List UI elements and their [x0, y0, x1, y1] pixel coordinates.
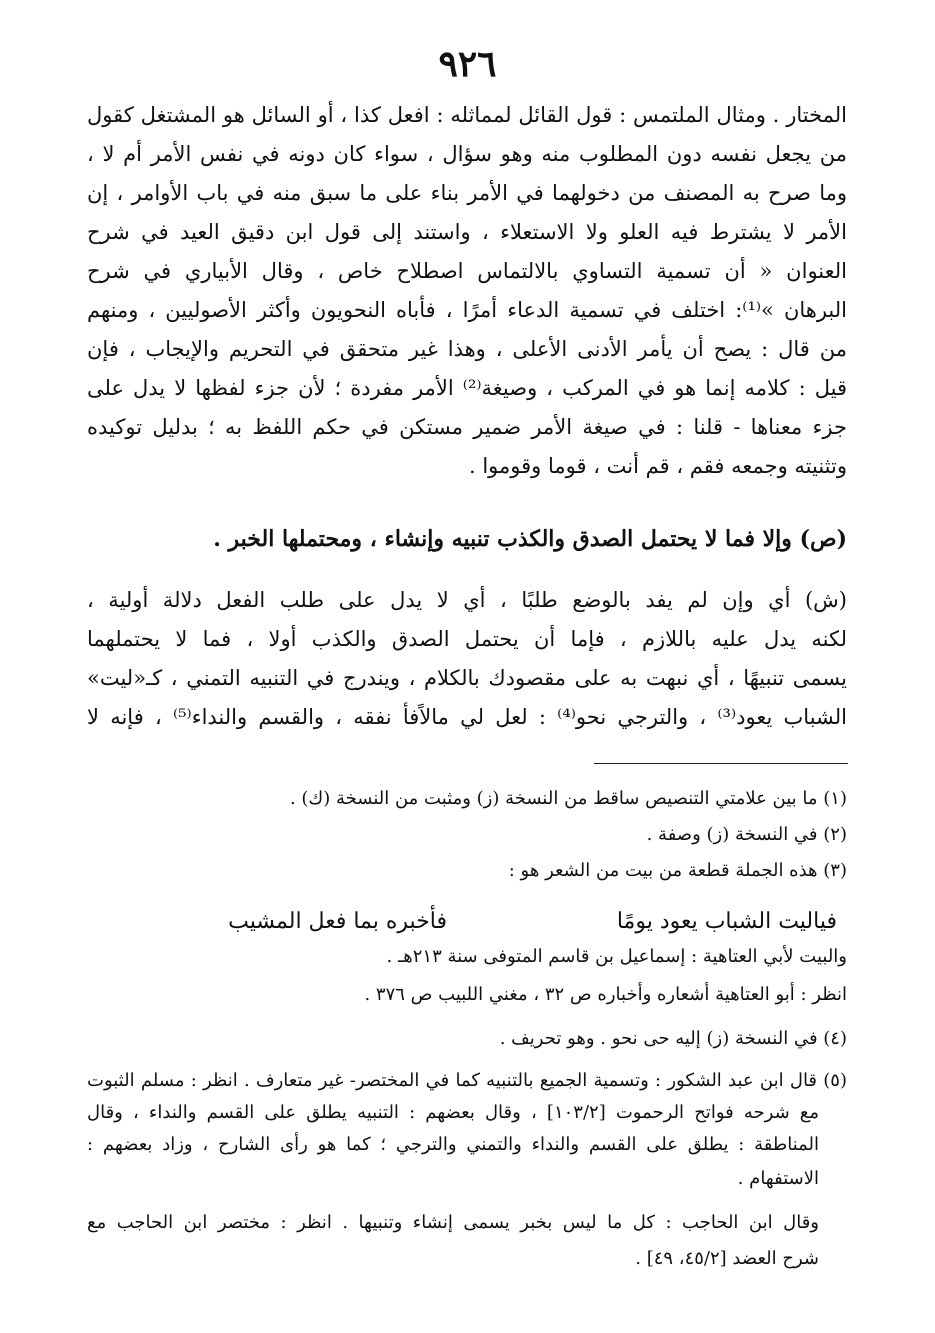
body-line: الأمر لا يشترط فيه العلو ولا الاستعلاء ، واستند إلى قول ابن دقيق العيد في شرح	[87, 220, 847, 244]
footnote-3-reference: انظر : أبو العتاهية أشعاره وأخباره ص ٣٢ ، مغني اللبيب ص ٣٧٦ .	[364, 984, 847, 1005]
footnote-5-line: مع شرحه فواتح الرحموت [١٠٣/٢] ، وقال بعضهم : التنبيه يطلق على القسم والنداء ، وقال	[87, 1102, 819, 1123]
footnote-3-attribution: والبيت لأبي العتاهية : إسماعيل بن قاسم المتوفى سنة ٢١٣هـ .	[386, 946, 847, 967]
body-line: وما صرح به المصنف من دخولهما في الأمر بناء على ما سبق منه في باب الأوامر ، إن	[87, 181, 847, 205]
sharh-line: الشباب يعود⁽³⁾ ، والترجي نحو⁽⁴⁾ : لعل لي مالاًفأ نفقه ، والقسم والنداء⁽⁵⁾ ، فإنه لا	[87, 705, 847, 729]
footnote-5-line: شرح العضد [٤٥/٢، ٤٩] .	[635, 1248, 819, 1269]
body-line: البرهان »⁽¹⁾: اختلف في تسمية الدعاء أمرًا ، فأباه النحويون وأكثر الأصوليين ، ومنهم	[87, 298, 847, 322]
body-line: وتثنيته وجمعه فقم ، قم أنت ، قوما وقوموا .	[469, 454, 847, 478]
footnote-separator	[594, 763, 848, 764]
footnote-5-line: المناطقة : يطلق على القسم والنداء والتمني والترجي ؛ كما هو رأى الشارح ، وزاد بعضهم :	[87, 1134, 819, 1155]
body-line: قيل : كلامه إنما هو في المركب ، وصيغة⁽²⁾ الأمر مفردة ؛ لأن جزء لفظها لا يدل على	[87, 376, 847, 400]
footnote-3-intro: (٣) هذه الجملة قطعة من بيت من الشعر هو :	[508, 860, 847, 881]
sharh-line: (ش) أي وإن لم يفد بالوضع طلبًا ، أي لا يدل على طلب الفعل دلالة أولية ،	[87, 588, 847, 612]
footnote-5-line: وقال ابن الحاجب : كل ما ليس بخبر يسمى إنشاء وتنبيها . انظر : مختصر ابن الحاجب مع	[87, 1212, 819, 1233]
body-line: العنوان « أن تسمية التساوي بالالتماس اصطلاح خاص ، وقال الأبياري في شرح	[87, 259, 847, 283]
footnote-3-poem	[87, 905, 847, 941]
footnote-2: (٢) في النسخة (ز) وصفة .	[646, 824, 847, 845]
body-line: من قال : يصح أن يأمر الأدنى الأعلى ، وهذا غير متحقق في التحريم والإيجاب ، فإن	[87, 337, 847, 361]
footnote-4: (٤) في النسخة (ز) إليه حى نحو . وهو تحريف .	[499, 1028, 847, 1049]
body-line: جزء معناها - قلنا : في صيغة الأمر ضمير مستكن في حكم اللفظ به ؛ بدليل توكيده	[87, 415, 847, 439]
poem-hemistich-1: فياليت الشباب يعود يومًا	[616, 909, 837, 934]
body-line: من يجعل نفسه دون المطلوب منه وهو سؤال ، سواء كان دونه في نفس الأمر أم لا ،	[87, 142, 847, 166]
sharh-line: لكنه يدل عليه باللازم ، فإما أن يحتمل الصدق والكذب أولا ، فما لا يحتملهما	[87, 627, 847, 651]
matn-line: (ص) وإلا فما لا يحتمل الصدق والكذب تنبيه وإنشاء ، ومحتملها الخبر .	[213, 526, 847, 552]
footnote-5-line: (٥) قال ابن عبد الشكور : وتسمية الجميع بالتنبيه كما في المختصر- غير متعارف . انظر : مسلم الثبوت	[87, 1070, 847, 1091]
page-number: ٩٢٦	[438, 43, 497, 85]
footnote-1: (١) ما بين علامتي التنصيص ساقط من النسخة (ز) ومثبت من النسخة (ك) .	[289, 788, 847, 809]
footnote-5-line: الاستفهام .	[737, 1168, 819, 1189]
poem-hemistich-2: فأخبره بما فعل المشيب	[228, 909, 447, 934]
body-line: المختار . ومثال الملتمس : قول القائل لمماثله : افعل كذا ، أو السائل هو المشتغل كقول	[87, 103, 847, 127]
sharh-line: يسمى تنبيهًا ، أي نبهت به على مقصودك بالكلام ، ويندرج في التنبيه التمني ، كـ«ليت»	[87, 666, 847, 690]
